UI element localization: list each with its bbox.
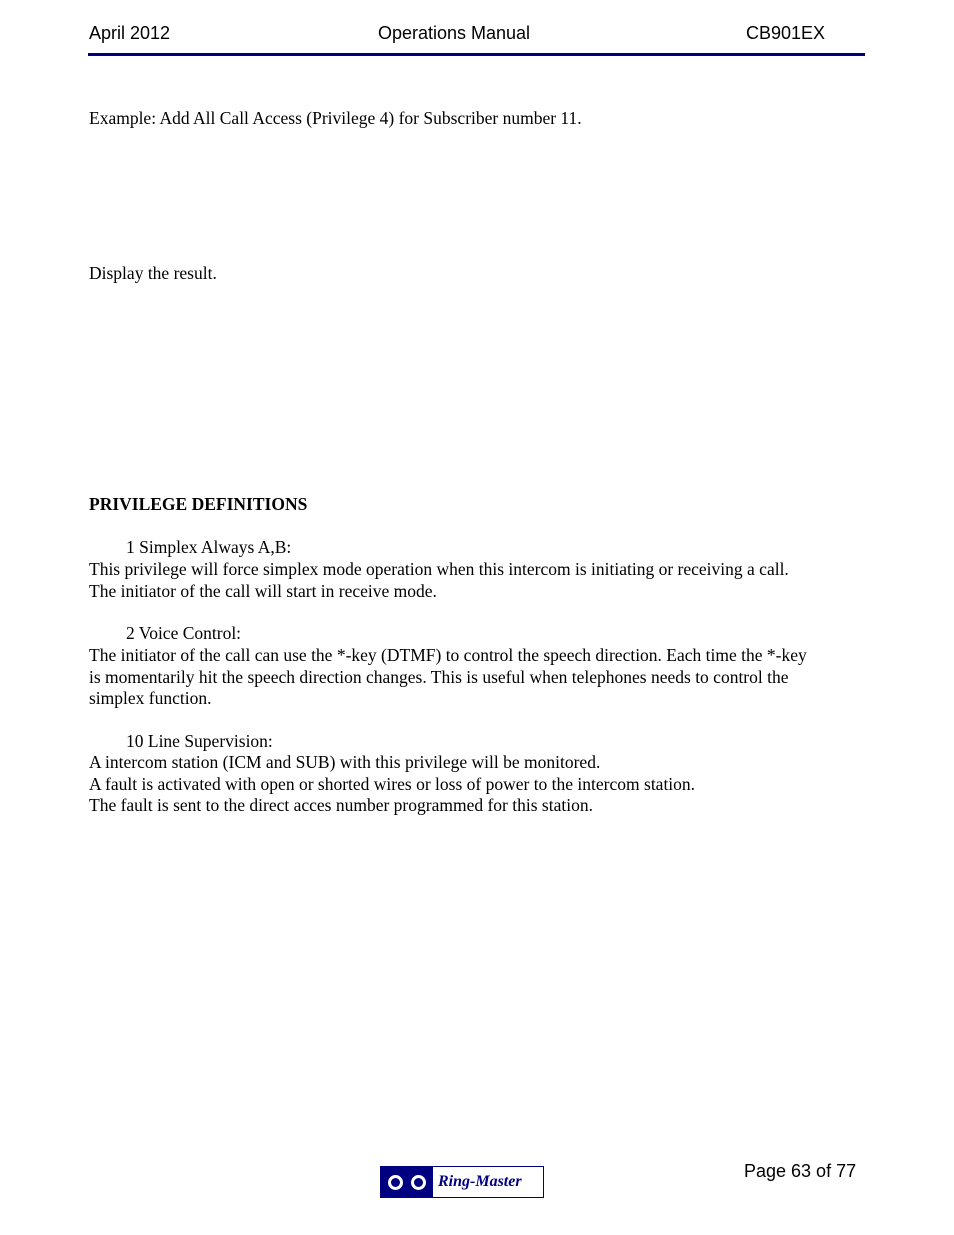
definition-line: The initiator of the call can use the *-key (DTMF) to control the speech direction. Each time the *-key xyxy=(89,645,807,665)
logo-rings-icon xyxy=(381,1167,433,1197)
definition-heading: 2 Voice Control: xyxy=(126,623,242,643)
definition-body xyxy=(89,559,869,602)
definition-line: This privilege will force simplex mode operation when this intercom is initiating or receiving a call. xyxy=(89,559,789,579)
definition-line: A fault is activated with open or shorted wires or loss of power to the intercom station. xyxy=(89,773,696,794)
header-title: Operations Manual xyxy=(377,23,531,43)
definition-line: simplex function. xyxy=(89,688,212,708)
definition-body xyxy=(89,752,869,817)
header-rule xyxy=(88,53,865,56)
header-date: April 2012 xyxy=(89,23,171,43)
example-text: Example: Add All Call Access (Privilege 4) for Subscriber number 11. xyxy=(89,108,582,128)
definition-heading: 10 Line Supervision: xyxy=(126,731,273,751)
definition-body xyxy=(89,645,869,710)
ring-master-logo xyxy=(380,1166,544,1198)
definition-line: A intercom station (ICM and SUB) with this privilege will be monitored. xyxy=(89,752,601,772)
definition-line: The fault is sent to the direct acces number programmed for this station. xyxy=(89,795,593,815)
definition-line: is momentarily hit the speech direction changes. This is useful when telephones needs to control the xyxy=(89,666,789,687)
definition-line: The initiator of the call will start in receive mode. xyxy=(89,580,437,601)
logo-text: Ring-Master xyxy=(438,1173,522,1190)
page-number: Page 63 of 77 xyxy=(744,1161,857,1181)
header-model: CB901EX xyxy=(746,23,826,43)
definition-heading: 1 Simplex Always A,B: xyxy=(126,537,292,557)
section-title: PRIVILEGE DEFINITIONS xyxy=(89,494,308,514)
display-result-text: Display the result. xyxy=(89,263,217,283)
